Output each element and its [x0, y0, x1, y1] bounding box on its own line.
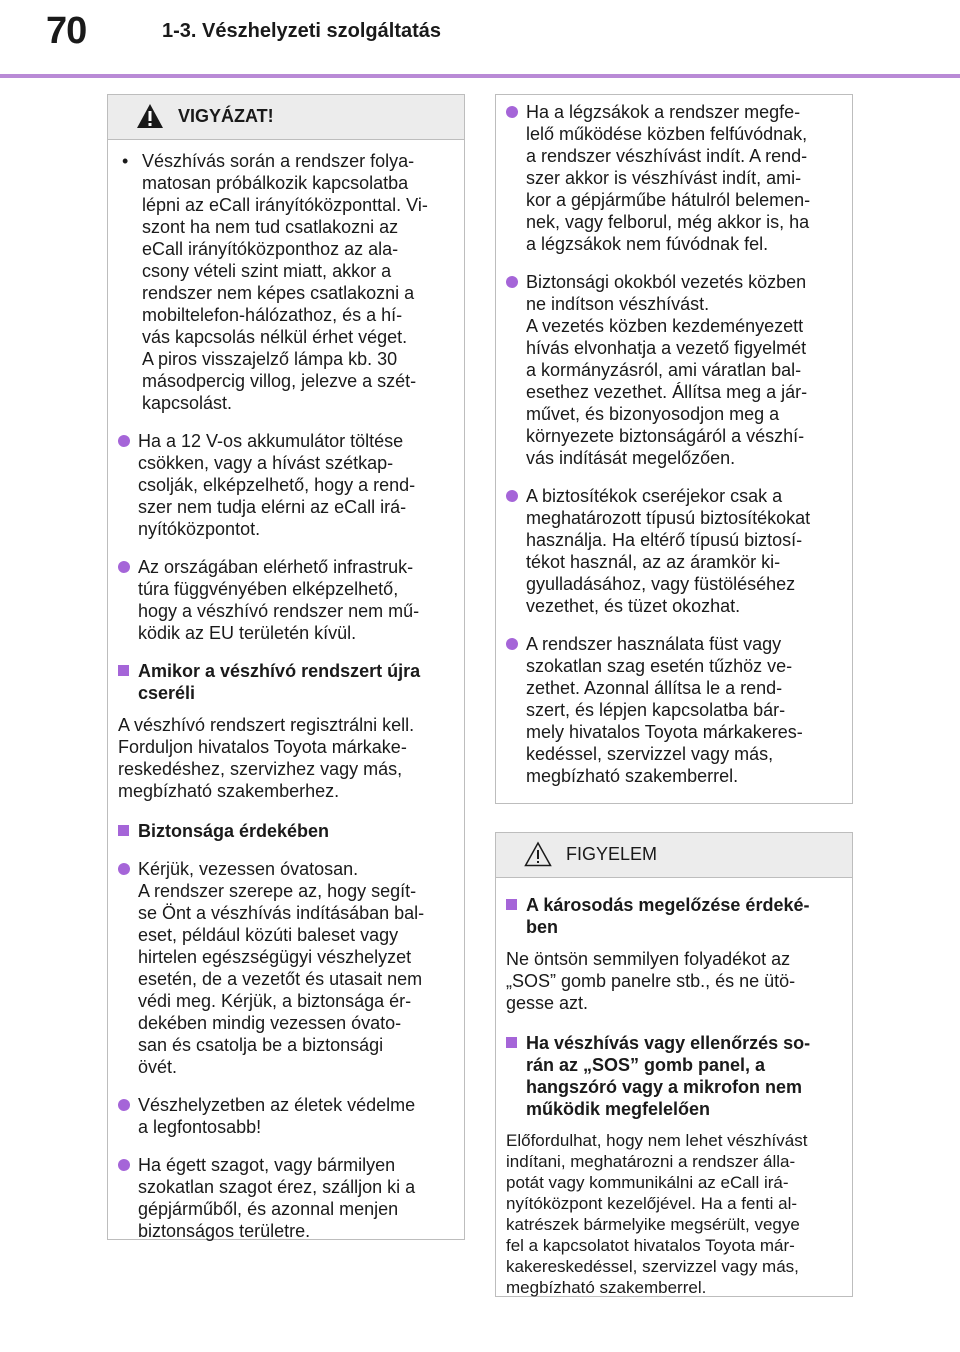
- subheading: Amikor a vészhívó rendszert újra cseréli: [118, 660, 452, 704]
- list-item: A rendszer használata füst vagy szokatlan szag esetén tűzhöz ve- zethet. Azonnal állítsa le a rend- szert, és lépjen kapcsolatba bár- mely hivatalos Toyota márkakeres- kedéssel, szervizzel vagy más, megbízható szakemberrel.: [506, 633, 840, 787]
- list-item: • Vészhívás során a rendszer folya- matosan próbálkozik kapcsolatba lépni az eCall irányítóközponttal. Vi- szont ha nem tud csatlakozni az eCall irányítóközponthoz az ala- csony vételi szint miatt, akkor a rendszer nem képes csatlakozni a mobiltelefon-hálózathoz, és a hí- vás kapcsolás nélkül érhet véget. A piros visszajelző lámpa kb. 30 másodpercig villog, jelezve a szét- kapcsolást.: [118, 150, 452, 414]
- page-number: 70: [46, 10, 87, 52]
- caution-outline-icon: [524, 841, 552, 867]
- circle-bullet-icon: [506, 638, 518, 650]
- paragraph: Előfordulhat, hogy nem lehet vészhívást indítani, meghatározni a rendszer álla- potát vagy kommunikálni az eCall irá- nyítóközpont kezelőjével. Ha a fenti al- katrészek bármelyike megsérült, vegye fel a kapcsolatot hivatalos Toyota már- kakereskedéssel, szervizzel vagy más, megbízható szakemberrel.: [506, 1131, 808, 1297]
- circle-bullet-icon: [118, 1159, 130, 1171]
- caution-title: VIGYÁZAT!: [178, 106, 274, 126]
- caution-box: [107, 94, 465, 1240]
- header-divider: [0, 74, 960, 78]
- circle-bullet-icon: [506, 490, 518, 502]
- circle-bullet-icon: [506, 276, 518, 288]
- list-item: Az országában elérhető infrastruk- túra függvényében elképzelhető, hogy a vészhívó rendszer nem mű- ködik az EU területén kívül.: [118, 556, 452, 644]
- caution-box-continued: [495, 94, 853, 804]
- circle-bullet-icon: [118, 863, 130, 875]
- list-item: Ha a 12 V-os akkumulátor töltése csökken, vagy a hívást szétkap- csolják, elképzelhető, hogy a rend- szer nem tudja elérni az eCall irá- nyítóközpontot.: [118, 430, 452, 540]
- notice-box: [495, 832, 853, 1297]
- bullet-marker: •: [122, 151, 129, 171]
- notice-title: FIGYELEM: [566, 844, 658, 864]
- circle-bullet-icon: [118, 1099, 130, 1111]
- paragraph: A vészhívó rendszert regisztrálni kell. Forduljon hivatalos Toyota márkake- reskedéshez, szervizhez vagy más, megbízható szakemberhez.: [118, 715, 415, 801]
- circle-bullet-icon: [506, 106, 518, 118]
- section-title: 1-3. Vészhelyzeti szolgáltatás: [162, 20, 442, 42]
- list-item: Kérjük, vezessen óvatosan. A rendszer szerepe az, hogy segít- se Önt a vészhívás indításában bal- eset, például közúti baleset vagy hirtelen egészségügyi vészhelyzet esetén, de a vezetőt és utasait nem védi meg. Kérjük, a biztonsága ér- dekében mindig vezessen óvato- san és csatolja be a biztonsági övét.: [118, 858, 452, 1078]
- subheading: Ha vészhívás vagy ellenőrzés so- rán az „SOS” gomb panel, a hangszóró vagy a mikrofon nem működik megfelelően: [506, 1032, 840, 1120]
- square-bullet-icon: [118, 825, 129, 836]
- notice-box-header: [496, 833, 852, 878]
- square-bullet-icon: [118, 665, 129, 676]
- square-bullet-icon: [506, 1037, 517, 1048]
- list-item: Vészhelyzetben az életek védelme a legfontosabb!: [118, 1094, 452, 1138]
- subheading: A károsodás megelőzése érdeké- ben: [506, 894, 840, 938]
- circle-bullet-icon: [118, 561, 130, 573]
- list-item: Ha égett szagot, vagy bármilyen szokatlan szagot érez, szálljon ki a gépjárműből, és azonnal menjen biztonságos területre.: [118, 1154, 452, 1242]
- list-item: Biztonsági okokból vezetés közben ne indítson vészhívást. A vezetés közben kezdeményezett hívás elvonhatja a vezető figyelmét a kormányzásról, ami váratlan bal- esethez vezethet. Állítsa meg a jár- művet, és bizonyosodjon meg a környezete biztonságáról a vészhí- vás indítását megelőzően.: [506, 271, 840, 469]
- list-item: A biztosítékok cseréjekor csak a meghatározott típusú biztosítékokat használja. Ha eltérő típusú biztosí- tékot használ, az az áramkör ki- gyulladásához, vagy füstöléséhez vezethet, és tüzet okozhat.: [506, 485, 840, 617]
- warning-triangle-icon: [136, 103, 164, 129]
- paragraph: Ne öntsön semmilyen folyadékot az „SOS” gomb panelre stb., és ne ütö- gesse azt.: [506, 949, 796, 1013]
- caution-box-header: [108, 95, 464, 140]
- square-bullet-icon: [506, 899, 517, 910]
- page-header: [0, 0, 960, 80]
- subheading: Biztonsága érdekében: [118, 820, 452, 842]
- list-item: Ha a légzsákok a rendszer megfe- lelő működése közben felfúvódnak, a rendszer vészhívást indít. A rend- szer akkor is vészhívást indít, ami- kor a gépjárműbe hátulról belemen- nek, vagy felborul, még akkor is, ha a légzsákok nem fúvódnak fel.: [506, 101, 840, 255]
- circle-bullet-icon: [118, 435, 130, 447]
